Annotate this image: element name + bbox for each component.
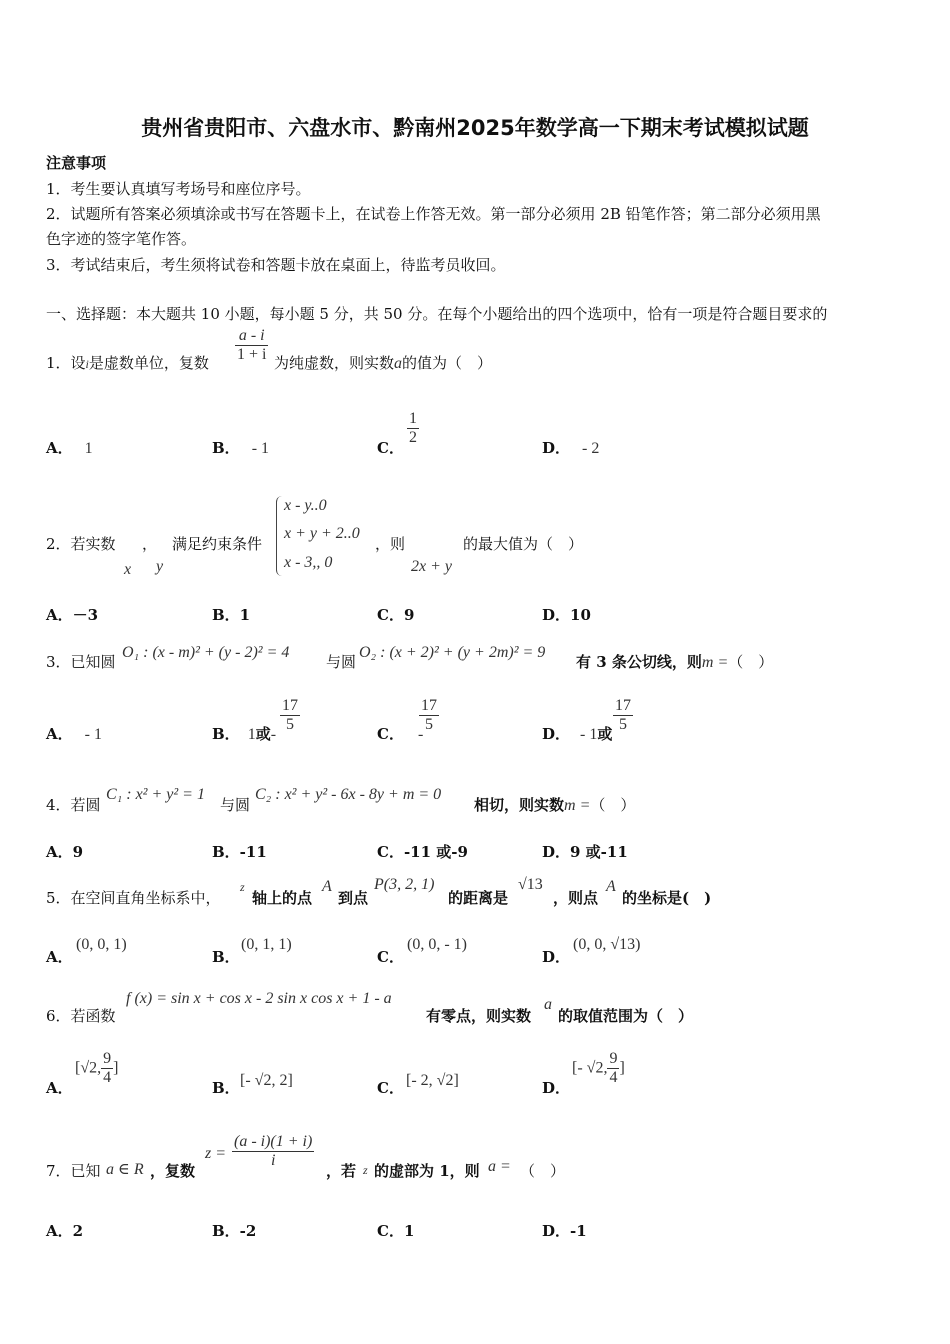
- q7-text: ，若: [326, 1162, 357, 1180]
- q2-option-b[interactable]: B．1: [212, 606, 251, 624]
- q2-expression: 2x + y: [411, 558, 452, 575]
- q6-stem-tail: 的取值范围为（ ）: [558, 1007, 694, 1025]
- q4-circle-2: C₂ : x² + y² - 6x - 8y + m = 0: [255, 786, 442, 803]
- q2-constraint: x + y + 2..0: [284, 525, 360, 542]
- notice-item: 3．考试结束后，考生须将试卷和答题卡放在桌面上，待监考员收回。: [46, 256, 506, 274]
- q7-text: ，复数: [150, 1162, 196, 1180]
- q7-text: 的虚部为 1，则: [374, 1162, 480, 1180]
- q4-and: 与圆: [220, 796, 251, 814]
- q6-option-b-value: [- √2, 2]: [240, 1072, 293, 1089]
- q5-point-p: P(3, 2, 1): [374, 876, 435, 893]
- q3-option-a[interactable]: A． - 1: [46, 725, 102, 743]
- notice-heading: 注意事项: [46, 154, 107, 172]
- q7-option-a[interactable]: A．2: [46, 1222, 84, 1240]
- q7-option-c[interactable]: C．1: [377, 1222, 415, 1240]
- q2-condition-label: 满足约束条件: [172, 535, 263, 553]
- q5-option-d[interactable]: D．: [542, 948, 571, 966]
- q5-point-a: A: [322, 878, 332, 895]
- q7-condition: a ∈ R: [106, 1161, 144, 1178]
- question-1: 1．设i是虚数单位，复数: [46, 354, 209, 372]
- q3-circle-1: O₁ : (x - m)² + (y - 2)² = 4: [122, 644, 290, 661]
- page-title: 贵州省贵阳市、六盘水市、黔南州2025年数学高一下期末考试模拟试题: [141, 116, 809, 140]
- q2-constraint: x - y..0: [284, 497, 327, 514]
- q6-text: 有零点，则实数: [426, 1007, 532, 1025]
- q6-option-a-value: [√2, $\frac{9}{4}$ ]: [75, 1050, 119, 1087]
- q2-option-d[interactable]: D．10: [542, 606, 591, 624]
- q5-option-a-value: (0, 0, 1): [76, 936, 127, 953]
- q2-then: ，则: [375, 535, 406, 553]
- question-2: 2．若实数: [46, 535, 116, 553]
- q2-constraint: x - 3,, 0: [284, 554, 333, 571]
- q7-z: z: [363, 1163, 368, 1177]
- q1-option-c[interactable]: C．: [377, 439, 404, 457]
- q5-point-a: A: [606, 878, 616, 895]
- q5-distance: √13: [518, 876, 543, 893]
- q1-option-d[interactable]: D． - 2: [542, 439, 600, 457]
- question-7: 7．已知: [46, 1162, 101, 1180]
- q3-and: 与圆: [326, 653, 357, 671]
- q5-text: 的距离是: [448, 889, 509, 907]
- q6-option-d[interactable]: D．: [542, 1079, 571, 1097]
- q3-option-c[interactable]: C． -: [377, 725, 424, 743]
- q5-option-a[interactable]: A．: [46, 948, 73, 966]
- q2-stem-tail: 的最大值为（ ）: [463, 535, 584, 553]
- question-4: 4．若圆: [46, 796, 101, 814]
- q5-option-c-value: (0, 0, - 1): [407, 936, 467, 953]
- q1-fraction: $\frac{a - i}{1 + i}$: [237, 327, 267, 364]
- q2-option-a[interactable]: A．－3: [46, 606, 99, 624]
- q2-comma: ，: [142, 535, 158, 553]
- notice-item: 2．试题所有答案必须填涂或书写在答题卡上，在试卷上作答无效。第一部分必须用 2B 铅笔作答；第二部分必须用黑: [46, 205, 821, 223]
- q6-var-a: a: [544, 996, 552, 1013]
- q7-fraction: $\frac{(a - i)(1 + i)}{i}$: [234, 1133, 313, 1170]
- q4-stem-tail: 相切，则实数m =（ ）: [474, 796, 636, 814]
- q5-option-b-value: (0, 1, 1): [241, 936, 292, 953]
- q5-z: z: [240, 880, 245, 894]
- q7-option-b[interactable]: B．-2: [212, 1222, 257, 1240]
- q5-option-b[interactable]: B．: [212, 948, 240, 966]
- q6-option-b[interactable]: B．: [212, 1079, 240, 1097]
- q1-stem-tail: 为纯虚数，则实数a的值为（ ）: [274, 354, 493, 372]
- q2-var-y: y: [156, 558, 164, 575]
- q4-circle-1: C₁ : x² + y² = 1: [106, 786, 205, 803]
- q4-option-d[interactable]: D．9 或-11: [542, 843, 628, 861]
- q5-option-d-value: (0, 0, √13): [573, 936, 641, 953]
- q7-z: z =: [205, 1145, 227, 1162]
- q5-text: 到点: [338, 889, 369, 907]
- q4-option-c[interactable]: C．-11 或-9: [377, 843, 468, 861]
- q5-text: 的坐标是( ): [622, 889, 712, 907]
- notice-item: 色字迹的签字笔作答。: [46, 230, 197, 248]
- q6-option-c-value: [- 2, √2]: [406, 1072, 459, 1089]
- section-heading: 一、选择题：本大题共 10 小题，每小题 5 分，共 50 分。在每个小题给出的四个选项中，恰有一项是符合题目要求的: [46, 305, 828, 323]
- q5-option-c[interactable]: C．: [377, 948, 404, 966]
- q2-var-x: x: [124, 561, 132, 578]
- q6-option-a[interactable]: A．: [46, 1079, 73, 1097]
- q7-stem-tail: （ ）: [520, 1162, 566, 1180]
- q7-var-a: a =: [488, 1158, 511, 1175]
- q5-text: 轴上的点: [252, 889, 313, 907]
- q2-brace: [276, 496, 283, 576]
- question-6: 6．若函数: [46, 1007, 116, 1025]
- notice-item: 1．考生要认真填写考场号和座位序号。: [46, 180, 311, 198]
- q5-text: ，则点: [553, 889, 599, 907]
- question-5: 5．在空间直角坐标系中，: [46, 889, 221, 907]
- q3-circle-2: O₂ : (x + 2)² + (y + 2m)² = 9: [359, 644, 546, 661]
- q3-option-d-fraction: $\frac{17}{5}$: [615, 697, 631, 734]
- q6-option-c[interactable]: C．: [377, 1079, 404, 1097]
- q4-option-b[interactable]: B．-11: [212, 843, 267, 861]
- q6-function: f (x) = sin x + cos x - 2 sin x cos x + 1 - a: [126, 990, 392, 1007]
- question-3: 3．已知圆: [46, 653, 116, 671]
- q3-option-b[interactable]: B． 1或-: [212, 725, 277, 743]
- q2-option-c[interactable]: C．9: [377, 606, 415, 624]
- q3-option-c-fraction: $\frac{17}{5}$: [421, 697, 437, 734]
- q6-option-d-value: [- √2, $\frac{9}{4}$ ]: [572, 1050, 625, 1087]
- q1-option-b[interactable]: B． - 1: [212, 439, 270, 457]
- q3-option-d[interactable]: D． - 1或: [542, 725, 613, 743]
- q7-option-d[interactable]: D．-1: [542, 1222, 587, 1240]
- q1-option-a[interactable]: A． 1: [46, 439, 93, 457]
- q3-stem-tail: 有 3 条公切线，则m =（ ）: [576, 653, 774, 671]
- q4-option-a[interactable]: A．9: [46, 843, 84, 861]
- q1-option-c-fraction: $\frac{1}{2}$: [409, 410, 417, 447]
- q3-option-b-fraction: $\frac{17}{5}$: [282, 697, 298, 734]
